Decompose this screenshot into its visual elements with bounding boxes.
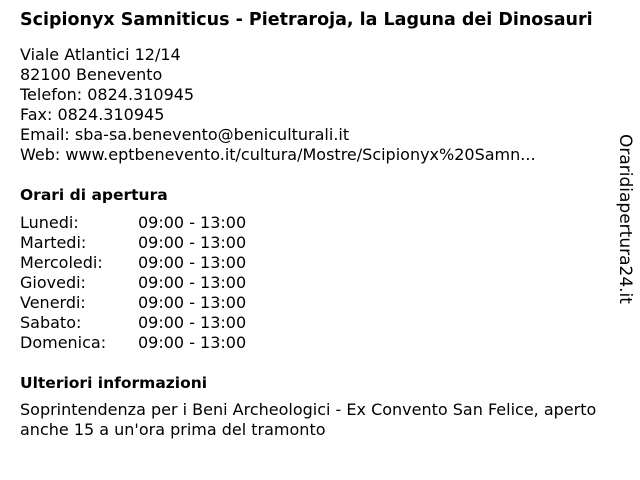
day-label: Sabato: <box>20 313 82 332</box>
time-range: 09:00 - 13:00 <box>138 333 247 352</box>
street-address: Viale Atlantici 12/14 <box>20 45 181 64</box>
phone-number: Telefon: 0824.310945 <box>20 85 195 104</box>
fax-number: Fax: 0824.310945 <box>20 105 165 124</box>
city-address: 82100 Benevento <box>20 65 163 84</box>
time-range: 09:00 - 13:00 <box>138 233 247 252</box>
hours-row <box>20 233 600 253</box>
day-label: Mercoledi: <box>20 253 103 272</box>
opening-hours-heading: Orari di apertura <box>20 186 168 204</box>
more-info-text: Soprintendenza per i Beni Archeologici - Ex Convento San Felice, aperto anche 15 a un'ora prima del tramonto <box>20 400 597 439</box>
time-range: 09:00 - 13:00 <box>138 293 247 312</box>
site-watermark: Oraridiapertura24.it <box>615 134 635 304</box>
hours-row <box>20 213 600 233</box>
page-title: Scipionyx Samniticus - Pietraroja, la Laguna dei Dinosauri <box>20 10 593 30</box>
time-range: 09:00 - 13:00 <box>138 253 247 272</box>
day-label: Lunedi: <box>20 213 79 232</box>
day-label: Venerdi: <box>20 293 86 312</box>
store-info-card <box>20 10 600 440</box>
website-url: Web: www.eptbenevento.it/cultura/Mostre/Scipionyx%20Samn... <box>20 145 536 164</box>
address-block <box>20 45 600 165</box>
day-label: Martedi: <box>20 233 87 252</box>
email-address: Email: sba-sa.benevento@beniculturali.it <box>20 125 350 144</box>
more-info-heading: Ulteriori informazioni <box>20 374 208 392</box>
hours-row <box>20 253 600 273</box>
hours-row <box>20 273 600 293</box>
hours-row <box>20 333 600 353</box>
day-label: Giovedi: <box>20 273 86 292</box>
opening-hours-table <box>20 213 600 353</box>
time-range: 09:00 - 13:00 <box>138 213 247 232</box>
hours-row <box>20 313 600 333</box>
day-label: Domenica: <box>20 333 107 352</box>
hours-row <box>20 293 600 313</box>
time-range: 09:00 - 13:00 <box>138 273 247 292</box>
time-range: 09:00 - 13:00 <box>138 313 247 332</box>
